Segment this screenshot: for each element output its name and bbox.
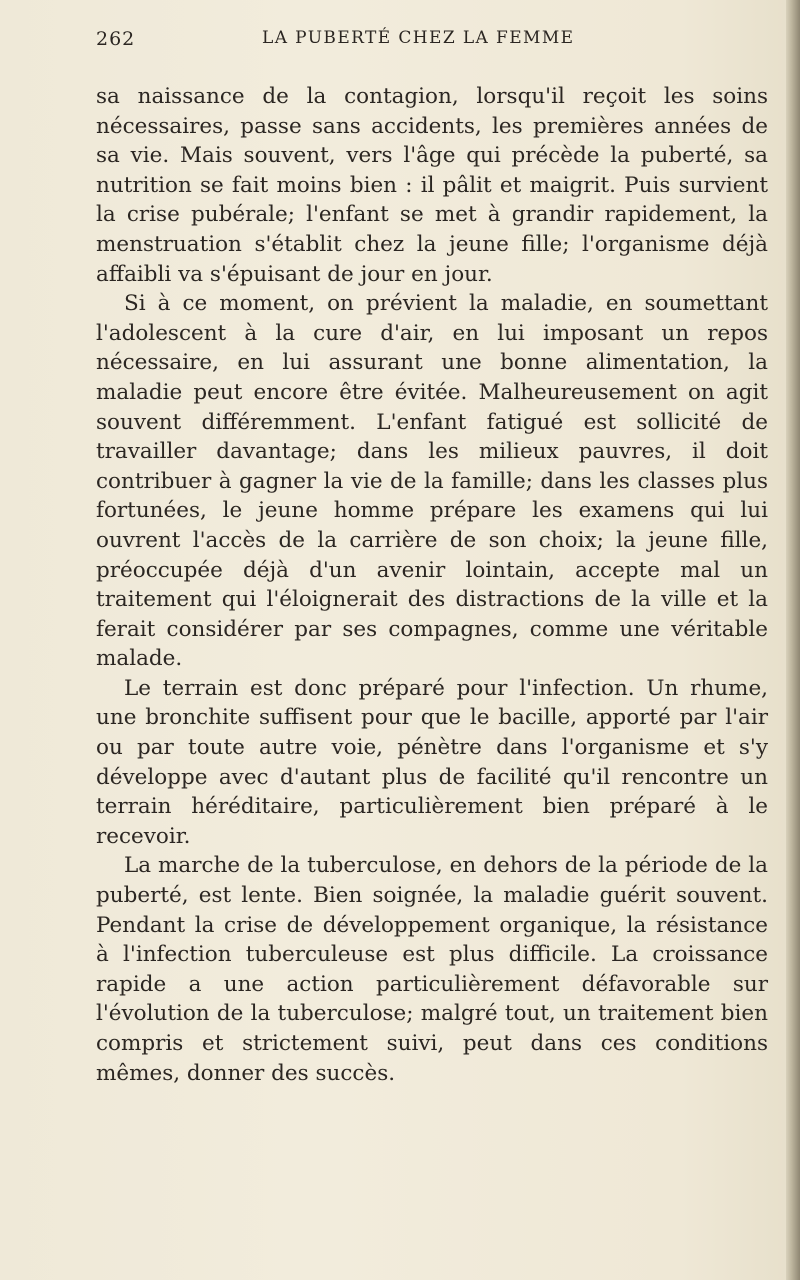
page-edge-shadow [786,0,800,1280]
paragraph-3: Le terrain est donc préparé pour l'infection. Un rhume, une bronchite suffisent pour que le bacille, apporté par l'air ou par toute autre voie, pénètre dans l'organisme et s'y développe avec d'autant plus de facilité qu'il rencontre un terrain héréditaire, particulièrement bien préparé à le recevoir. [96,675,768,849]
running-title: LA PUBERTÉ CHEZ LA FEMME [262,28,575,48]
paragraph-2: Si à ce moment, on prévient la maladie, en soumettant l'adolescent à la cure d'air, en lui imposant un repos nécessaire, en lui assurant une bonne alimentation, la maladie peut encore être évitée. Malheureusement on agit souvent différemment. L'enfant fatigué est sollicité de travailler davantage; dans les milieux pauvres, il doit contribuer à gagner la vie de la famille; dans les classes plus fortunées, le jeune homme prépare les examens qui lui ouvrent l'accès de la carrière de son choix; la jeune fille, préoccupée déjà d'un avenir lointain, accepte mal un traitement qui l'éloignerait des distractions de la ville et la ferait considérer par ses compagnes, comme une véritable malade. [96,291,768,672]
running-header [96,20,736,60]
paragraph-1: sa naissance de la contagion, lorsqu'il reçoit les soins nécessaires, passe sans accidents, les premières années de sa vie. Mais souvent, vers l'âge qui précède la puberté, sa nutrition se fait moins bien : il pâlit et maigrit. Puis survient la crise pubérale; l'enfant se met à grandir rapidement, la menstruation s'établit chez la jeune fille; l'organisme déjà affaibli va s'épuisant de jour en jour. [96,84,768,287]
body-text [96,82,768,1088]
paragraph-4: La marche de la tuberculose, en dehors de la période de la puberté, est lente. Bien soignée, la maladie guérit souvent. Pendant la crise de développement organique, la résistance à l'infection tuberculeuse est plus difficile. La croissance rapide a une action particulièrement défavorable sur l'évolution de la tuberculose; malgré tout, un traitement bien compris et strictement suivi, peut dans ces conditions mêmes, donner des succès. [96,853,768,1086]
page-number: 262 [96,28,136,50]
